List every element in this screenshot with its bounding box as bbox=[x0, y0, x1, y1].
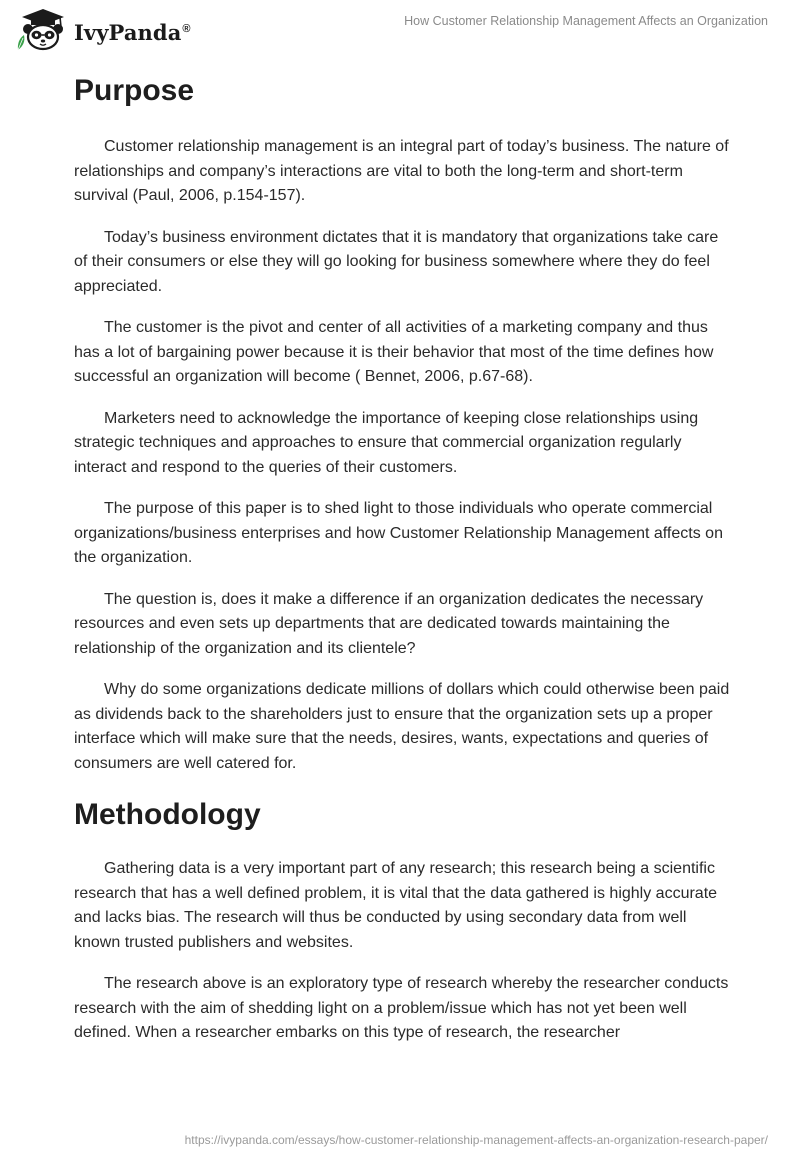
paragraph: Customer relationship management is an integral part of today’s business. The nature of relationships and company’s interactions are vital to both the long-term and short-term survival (Paul, 2006, p.154-157). bbox=[74, 138, 729, 204]
paragraph: The customer is the pivot and center of all activities of a marketing company and thus has a lot of bargaining power because it is their behavior that most of the time defines how successful an organization will become ( Bennet, 2006, p.67-68). bbox=[74, 319, 714, 385]
paragraph: The purpose of this paper is to shed light to those individuals who operate commercial organizations/business enterprises and how Customer Relationship Management affects on the organization. bbox=[74, 500, 723, 566]
paragraph: The research above is an exploratory type of research whereby the researcher conducts research with the aim of shedding light on a problem/issue which has not yet been well defined. When a researcher embarks on this type of research, the researcher bbox=[74, 975, 729, 1041]
paragraph: The question is, does it make a difference if an organization dedicates the necessary resources and even sets up departments that are dedicated towards maintaining the relationship of the organization and its clientele? bbox=[74, 590, 704, 657]
paragraph: Marketers need to acknowledge the importance of keeping close relationships using strategic techniques and approaches to ensure that commercial organization regularly interact and respond to the queries of their customers. bbox=[74, 409, 699, 476]
paragraph: Today’s business environment dictates that it is mandatory that organizations take care of their consumers or else they will go looking for business somewhere where they do feel appreciated. bbox=[74, 228, 719, 295]
ivypanda-logo-link[interactable] bbox=[14, 8, 191, 52]
page-header bbox=[0, 0, 800, 60]
source-url[interactable]: https://ivypanda.com/essays/how-customer-relationship-management-affects-an-organization-research-paper/ bbox=[184, 1133, 768, 1147]
panda-icon bbox=[14, 8, 70, 52]
document-title: How Customer Relationship Management Affects an Organization bbox=[404, 14, 768, 28]
section-heading-methodology: Methodology bbox=[74, 798, 261, 831]
logo-text: IvyPanda® bbox=[74, 19, 191, 45]
paragraph: Gathering data is a very important part of any research; this research being a scientific research that has a well defined problem, it is vital that the data gathered is highly accurate and lacks bias. The research will thus be conducted by using secondary data from well known trusted publishers and websites. bbox=[74, 860, 718, 951]
paragraph: Why do some organizations dedicate millions of dollars which could otherwise been paid as dividends back to the shareholders just to ensure that the organization sets up a proper interface which will make sure that the needs, desires, wants, expectations and queries of consumers are well catered for. bbox=[74, 681, 730, 772]
essay-content bbox=[74, 72, 734, 1063]
registered-mark: ® bbox=[182, 22, 191, 35]
section-heading-purpose: Purpose bbox=[74, 74, 195, 107]
